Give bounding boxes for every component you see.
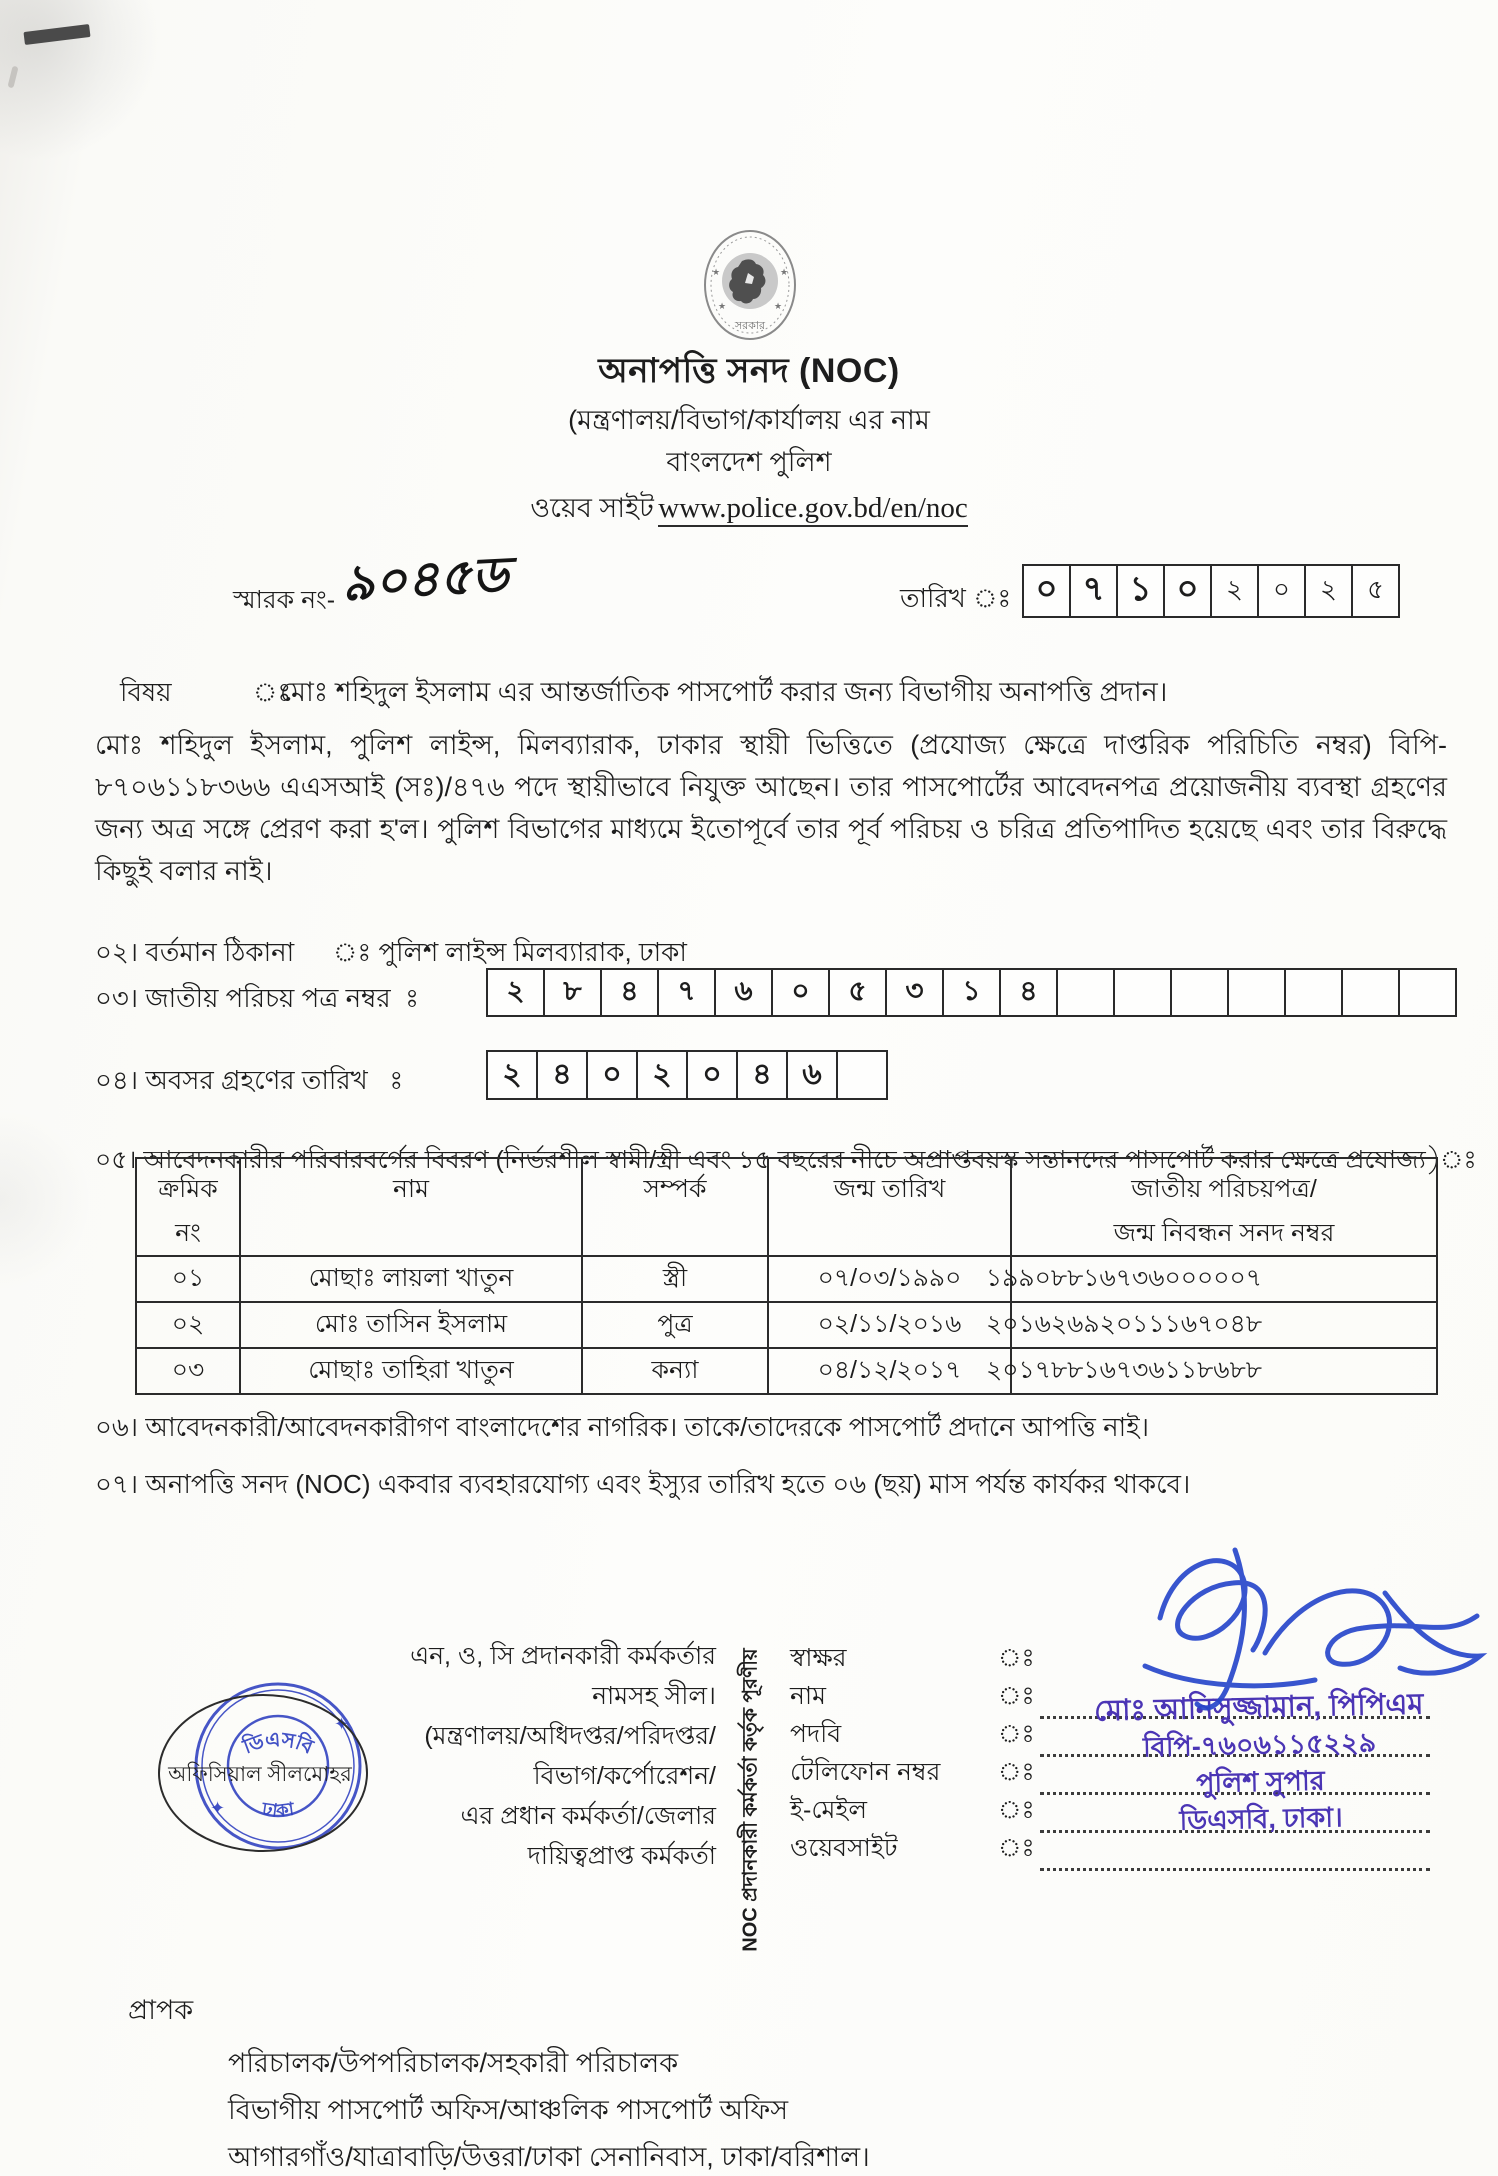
website-line bbox=[0, 488, 1498, 533]
item06-text: ০৬। আবেদনকারী/আবেদনকারীগণ বাংলাদেশের নাগরিক। তাকে/তাদেরকে পাসপোর্ট প্রদানে আপত্তি নাই। bbox=[95, 1412, 1149, 1442]
svg-text:ঢাকা bbox=[260, 1799, 296, 1821]
stamp-bottom-text: ঢাকা bbox=[260, 1798, 296, 1821]
field-email: ই-মেইল ঃ bbox=[790, 1790, 1430, 1833]
field-name: নাম ঃ bbox=[790, 1676, 1430, 1719]
nid-box bbox=[1398, 968, 1457, 1017]
header-subtitle-office: (মন্ত্রণালয়/বিভাগ/কার্যালয় এর নাম bbox=[568, 405, 930, 435]
nid-box: ৪ bbox=[999, 968, 1058, 1017]
date-box: ০ bbox=[1022, 564, 1071, 618]
item05-label: ০৫। আবেদনকারীর পরিবারবর্গের বিবরণ (নির্ভরশীল স্বামী/স্ত্রী এবং ১৫ বছরের নীচে অপ্রাপ্তবয়স্ক সন্তানদের পাসপোর্ট করার ক্ষেত্রে প্রযোজ্য)ঃ bbox=[95, 1146, 1477, 1174]
nid-box bbox=[1170, 968, 1229, 1017]
subject-separator: ঃ bbox=[253, 677, 292, 707]
nid-box bbox=[1227, 968, 1286, 1017]
scratch-mark bbox=[7, 66, 18, 89]
nid-box: ৪ bbox=[600, 968, 659, 1017]
government-seal-icon bbox=[688, 225, 812, 352]
vertical-fill-note: NOC প্রদানকারী কর্মকর্তা কর্তৃক পূরণীয় bbox=[739, 1648, 762, 1952]
subject-text: মোঃ শহিদুল ইসলাম এর আন্তর্জাতিক পাসপোর্ট করার জন্য বিভাগীয় অনাপত্তি প্রদান। bbox=[280, 677, 1168, 707]
nid-box: ৭ bbox=[657, 968, 716, 1017]
website-label: ওয়েব সাইট bbox=[530, 493, 654, 523]
cell-nid: ১৯৯০৮৮১৬৭৩৬০০০০০৭ bbox=[1011, 1256, 1437, 1302]
subject-label: বিষয় bbox=[120, 677, 172, 707]
date-box: ৫ bbox=[1351, 564, 1400, 618]
retirement-box: ৬ bbox=[786, 1050, 838, 1100]
field-signature: স্বাক্ষর ঃ bbox=[790, 1644, 1035, 1672]
item04-label: ০৪। অবসর গ্রহণের তারিখ bbox=[95, 1065, 368, 1095]
cell-dob: ০৪/১২/২০১৭ bbox=[768, 1348, 1011, 1394]
cell-relation: পুত্র bbox=[582, 1302, 768, 1348]
retirement-box: ৪ bbox=[736, 1050, 788, 1100]
date-box: ০ bbox=[1257, 564, 1306, 618]
cell-nid: ২০১৭৮৮১৬৭৩৬১১৮৬৮৮ bbox=[1011, 1348, 1437, 1394]
svg-text:✦: ✦ bbox=[334, 1714, 350, 1734]
handwritten-signature bbox=[1115, 1538, 1495, 1733]
cell-serial: ০২ bbox=[136, 1302, 240, 1348]
svg-text:★: ★ bbox=[774, 301, 783, 311]
item02-value: ঃ পুলিশ লাইন্স মিলব্যারাক, ঢাকা bbox=[333, 937, 687, 967]
cell-relation: কন্যা bbox=[582, 1348, 768, 1394]
field-designation: পদবি ঃ bbox=[790, 1714, 1430, 1757]
table-row bbox=[136, 1256, 1437, 1302]
noc-officer-seal-note: এন, ও, সি প্রদানকারী কর্মকর্তার নামসহ সীল। (মন্ত্রণালয়/অধিদপ্তর/পরিদপ্তর/ বিভাগ/কর্পোরেশন/ এর প্রধান কর্মকর্তা/জেলার দায়িত্বপ্রাপ্ত কর্মকর্তা bbox=[410, 1642, 716, 1870]
col-header-relation: সম্পর্ক bbox=[582, 1158, 768, 1256]
date-box: ১ bbox=[1116, 564, 1165, 618]
staple-mark bbox=[23, 24, 90, 45]
nid-box: ৫ bbox=[828, 968, 887, 1017]
nid-box-row bbox=[488, 968, 1457, 1017]
memo-number-label: স্মারক নং- bbox=[233, 586, 336, 614]
table-row bbox=[136, 1348, 1437, 1394]
cell-name: মোঃ তাসিন ইসলাম bbox=[240, 1302, 582, 1348]
table-row bbox=[136, 1302, 1437, 1348]
recipient-label: প্রাপক bbox=[128, 1995, 194, 2025]
col-header-nid: জাতীয় পরিচয়পত্র/ জন্ম নিবন্ধন সনদ নম্বর bbox=[1011, 1158, 1437, 1256]
nid-box bbox=[1056, 968, 1115, 1017]
date-box: ২ bbox=[1210, 564, 1259, 618]
date-box: ০ bbox=[1163, 564, 1212, 618]
nid-box bbox=[1113, 968, 1172, 1017]
svg-text:★: ★ bbox=[780, 267, 789, 277]
cell-name: মোছাঃ লায়লা খাতুন bbox=[240, 1256, 582, 1302]
cell-name: মোছাঃ তাহিরা খাতুন bbox=[240, 1348, 582, 1394]
date-label: তারিখ ঃ bbox=[900, 583, 1012, 613]
date-box-row bbox=[1024, 564, 1400, 618]
cell-serial: ০৩ bbox=[136, 1348, 240, 1394]
svg-text:★: ★ bbox=[712, 267, 721, 277]
item07-text: ০৭। অনাপত্তি সনদ (NOC) একবার ব্যবহারযোগ্য এবং ইস্যুর তারিখ হতে ০৬ (ছয়) মাস পর্যন্ত কার্যকর থাকবে। bbox=[95, 1469, 1191, 1499]
cell-dob: ০৭/০৩/১৯৯০ bbox=[768, 1256, 1011, 1302]
body-paragraph: মোঃ শহিদুল ইসলাম, পুলিশ লাইন্স, মিলব্যারাক, ঢাকার স্থায়ী ভিত্তিতে (প্রযোজ্য ক্ষেত্রে দাপ্তরিক পরিচিতি নম্বর) বিপি- ৮৭০৬১১৮৩৬৬ এএসআই (সঃ)/৪৭৬ পদে স্থায়ীভাবে নিযুক্ত আছেন। তার পাসপোর্টের আবেদনপত্র প্রয়োজনীয় ব্যবস্থা গ্রহণের জন্য অত্র সঙ্গে প্রেরণ করা হ'ল। পুলিশ বিভাগের মাধ্যমে ইতোপূর্বে তার পূর্ব পরিচয় ও চরিত্র প্রতিপাদিত হয়েছে এবং তার বিরুদ্ধে কিছুই বলার নাই। bbox=[95, 730, 1447, 886]
retirement-box: ৪ bbox=[536, 1050, 588, 1100]
date-box: ৭ bbox=[1069, 564, 1118, 618]
svg-text:★: ★ bbox=[718, 301, 727, 311]
memo-number-handwritten: ৯০৪৫ড bbox=[340, 546, 510, 612]
item03-label: ০৩। জাতীয় পরিচয় পত্র নম্বর bbox=[95, 983, 391, 1013]
item02-label: ০২। বর্তমান ঠিকানা bbox=[95, 937, 295, 967]
retirement-box: ০ bbox=[686, 1050, 738, 1100]
col-header-serial: ক্রমিক নং bbox=[136, 1158, 240, 1256]
family-members-table bbox=[135, 1157, 1438, 1395]
retirement-box: ০ bbox=[586, 1050, 638, 1100]
official-seal-text: অফিসিয়াল সীলমোহর bbox=[168, 1763, 352, 1786]
officer-name-stamp: মোঃ আনিসুজ্জামান, পিপিএম বিপি-৭৬০৬১১৫২২৯ পুলিশ সুপার ডিএসবি, ঢাকা। bbox=[1093, 1688, 1424, 1836]
recipient-lines: পরিচালক/উপপরিচালক/সহকারী পরিচালক বিভাগীয় পাসপোর্ট অফিস/আঞ্চলিক পাসপোর্ট অফিস আগারগাঁও/যাত্রাবাড়ি/উত্তরা/ঢাকা সেনানিবাস, ঢাকা/বরিশাল। bbox=[228, 2048, 870, 2172]
nid-box bbox=[1341, 968, 1400, 1017]
website-url: www.police.gov.bd/en/noc bbox=[658, 492, 968, 527]
cell-serial: ০১ bbox=[136, 1256, 240, 1302]
retirement-box: ২ bbox=[636, 1050, 688, 1100]
cell-dob: ০২/১১/২০১৬ bbox=[768, 1302, 1011, 1348]
retirement-box: ২ bbox=[486, 1050, 538, 1100]
official-seal-stamp bbox=[150, 1678, 420, 1883]
col-header-name: নাম bbox=[240, 1158, 582, 1256]
col-header-dob: জন্ম তারিখ bbox=[768, 1158, 1011, 1256]
retirement-box bbox=[836, 1050, 888, 1100]
nid-box: ৩ bbox=[885, 968, 944, 1017]
date-box: ২ bbox=[1304, 564, 1353, 618]
nid-box: ৮ bbox=[543, 968, 602, 1017]
nid-box: ৬ bbox=[714, 968, 773, 1017]
stamp-top-text: ডিএসবি bbox=[240, 1728, 317, 1759]
field-telephone: টেলিফোন নম্বর ঃ bbox=[790, 1752, 1430, 1795]
nid-box: ০ bbox=[771, 968, 830, 1017]
svg-text:✦: ✦ bbox=[210, 1798, 226, 1818]
cell-relation: স্ত্রী bbox=[582, 1256, 768, 1302]
dotted-line bbox=[1040, 1838, 1430, 1871]
cell-nid: ২০১৬২৬৯২০১১১৬৭০৪৮ bbox=[1011, 1302, 1437, 1348]
nid-box: ১ bbox=[942, 968, 1001, 1017]
retirement-date-box-row bbox=[488, 1050, 888, 1100]
document-title: অনাপত্তি সনদ (NOC) bbox=[598, 352, 900, 390]
nid-box bbox=[1284, 968, 1343, 1017]
header-subtitle-org: বাংলদেশ পুলিশ bbox=[666, 447, 832, 477]
nid-box: ২ bbox=[486, 968, 545, 1017]
seal-bottom-text: সরকার bbox=[734, 320, 766, 332]
field-website: ওয়েবসাইট ঃ bbox=[790, 1828, 1430, 1871]
svg-text:ডিএসবি bbox=[239, 1728, 318, 1759]
